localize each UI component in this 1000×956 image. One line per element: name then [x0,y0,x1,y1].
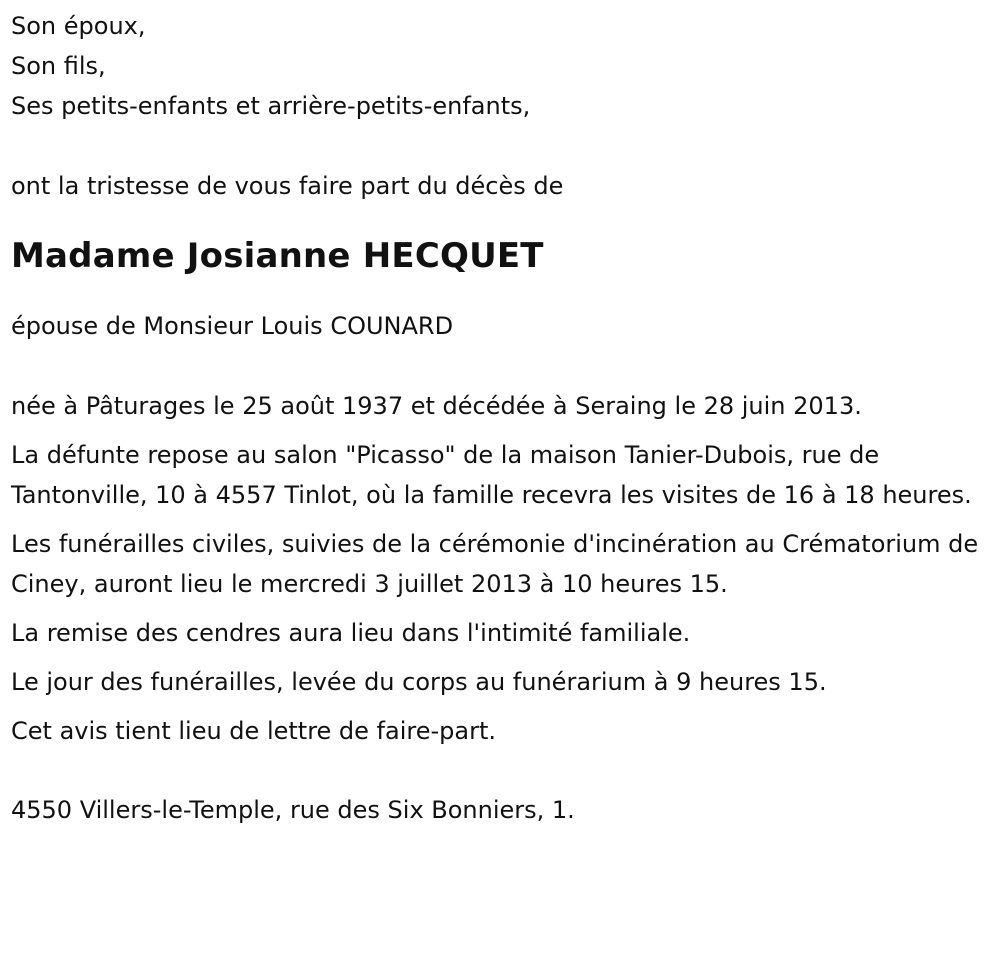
viewing-paragraph: La défunte repose au salon "Picasso" de la maison Tanier-Dubois, rue de Tantonville, 10 à 4557 Tinlot, où la famille recevra les visites de 16 à 18 heures. [11,441,972,509]
obituary-notice [11,6,986,830]
deceased-name: Madame Josianne HECQUET [11,236,544,276]
spacer [11,346,986,386]
funeral-paragraph: Les funérailles civiles, suivies de la cérémonie d'incinération au Crématorium de Ciney, auront lieu le mercredi 3 juillet 2013 à 10 heures 15. [11,530,979,598]
family-line-spouse: Son époux, [11,12,146,40]
family-address: 4550 Villers-le-Temple, rue des Six Bonniers, 1. [11,796,575,824]
spouse-line: épouse de Monsieur Louis COUNARD [11,312,454,340]
announcement-text: ont la tristesse de vous faire part du décès de [11,172,564,200]
spacer [11,206,986,226]
procession-paragraph: Le jour des funérailles, levée du corps au funérarium à 9 heures 15. [11,668,827,696]
spacer [11,286,986,306]
spacer [11,760,986,790]
family-line-son: Son fils, [11,52,106,80]
ashes-paragraph: La remise des cendres aura lieu dans l'intimité familiale. [11,619,691,647]
birth-death-paragraph: née à Pâturages le 25 août 1937 et décédée à Seraing le 28 juin 2013. [11,392,862,420]
notice-paragraph: Cet avis tient lieu de lettre de faire-part. [11,717,496,745]
spacer [11,126,986,166]
family-line-grandchildren: Ses petits-enfants et arrière-petits-enfants, [11,92,531,120]
